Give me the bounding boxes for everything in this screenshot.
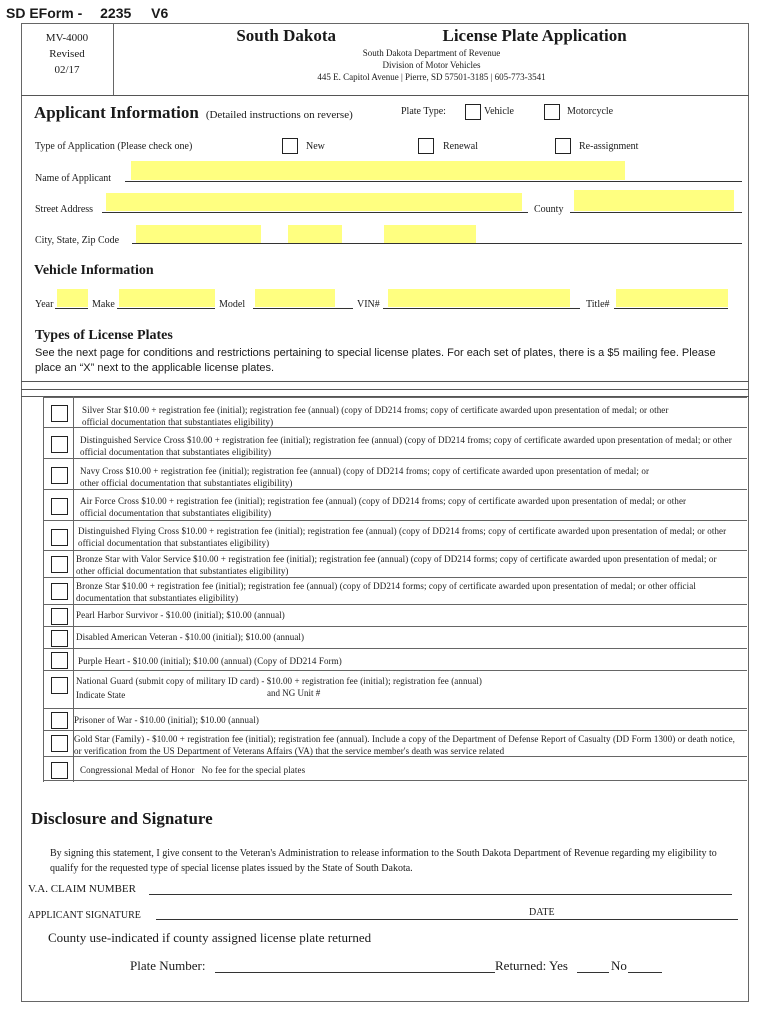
plate-row — [43, 730, 747, 756]
form-id-prefix: SD EForm - — [6, 5, 83, 21]
header-dept: South Dakota Department of Revenue — [362, 48, 501, 58]
applicant-heading: Applicant Information — [34, 103, 199, 122]
header — [114, 25, 749, 83]
renewal-label: Renewal — [443, 141, 478, 152]
title-label: Title# — [586, 299, 610, 310]
city-state-zip-label: City, State, Zip Code — [35, 235, 120, 246]
form-id — [6, 5, 168, 21]
vehicle-heading: Vehicle Information — [34, 263, 154, 278]
plate-number-field[interactable] — [215, 958, 495, 973]
returned-no-field[interactable] — [628, 958, 662, 973]
plate-row — [43, 458, 747, 488]
form-id-number: 2235 — [100, 5, 132, 21]
state-field[interactable] — [288, 225, 342, 243]
applicant-heading-row — [34, 103, 353, 123]
plate-item-bronze-star: Bronze Star $10.00 + registration fee (initial); registration fee (annual) (copy of DD214 forms; copy of certificate awarded upon presentation of medal; or other official documentation that substantiates eligibility) — [76, 581, 696, 603]
plate-checkbox-silver-star[interactable] — [51, 405, 68, 422]
plate-row — [43, 708, 747, 730]
plate-checkbox-gold-star[interactable] — [51, 735, 68, 752]
plate-row — [43, 489, 747, 519]
badge-code: MV-4000 — [45, 32, 89, 44]
plate-checkbox-pearl-harbor[interactable] — [51, 608, 68, 625]
applicant-signature-label: APPLICANT SIGNATURE — [28, 910, 141, 921]
plate-row — [43, 626, 747, 648]
plate-checkbox-disabled-veteran[interactable] — [51, 630, 68, 647]
plate-row — [43, 427, 747, 457]
plate-type-label: Plate Type: — [401, 106, 446, 117]
plates-rule-1 — [21, 381, 749, 382]
year-label: Year — [35, 299, 54, 310]
plate-checkbox-bronze-star[interactable] — [51, 583, 68, 600]
plate-row — [43, 604, 747, 626]
reassignment-label: Re-assignment — [579, 141, 639, 152]
zip-field[interactable] — [384, 225, 476, 243]
form-badge — [21, 23, 114, 95]
plate-item-silver-star: Silver Star $10.00 + registration fee (initial); registration fee (annual) (copy of DD214 froms; copy of certificate awarded upon presentation of medal; or other official documentation that substantiates eligibility) — [82, 405, 669, 427]
vehicle-checkbox[interactable] — [465, 104, 481, 120]
plate-checkbox-medal-of-honor[interactable] — [51, 762, 68, 779]
plate-item-navy-cross: Navy Cross $10.00 + registration fee (initial); registration fee (annual) (copy of DD214 froms; copy of certificate awarded upon presentation of medal; or other official documentation that substantiates eligibility) — [80, 466, 650, 488]
city-field[interactable] — [136, 225, 261, 243]
plate-item-distinguished-flying-cross: Distinguished Flying Cross $10.00 + registration fee (initial); registration fee (annual) (copy of DD214 froms; copy of certificate awarded upon presentation of medal; or other official documentation that substantiates eligibility) — [78, 526, 727, 548]
vin-field[interactable] — [388, 289, 570, 307]
plate-row — [43, 756, 747, 781]
county-use-note: County use-indicated if county assigned license plate returned — [48, 930, 372, 945]
badge-date: 02/17 — [54, 64, 80, 76]
returned-yes-label: Returned: Yes — [495, 958, 568, 973]
year-field[interactable] — [57, 289, 88, 307]
disclosure-heading: Disclosure and Signature — [31, 809, 213, 828]
header-title: License Plate Application — [442, 26, 627, 45]
badge-revised: Revised — [49, 48, 85, 60]
returned-no-label: No — [611, 958, 627, 973]
plate-row — [43, 550, 747, 577]
model-label: Model — [219, 299, 246, 310]
applicant-name-label: Name of Applicant — [35, 173, 112, 184]
plate-checkbox-navy-cross[interactable] — [51, 467, 68, 484]
header-divider — [21, 95, 749, 96]
plate-row — [43, 670, 747, 708]
plate-checkbox-distinguished-service-cross[interactable] — [51, 436, 68, 453]
new-checkbox[interactable] — [282, 138, 298, 154]
new-label: New — [306, 141, 325, 152]
title-field[interactable] — [616, 289, 728, 307]
county-label: County — [534, 204, 564, 215]
plates-rule-2 — [21, 389, 749, 390]
make-field[interactable] — [119, 289, 215, 307]
plate-item-air-force-cross: Air Force Cross $10.00 + registration fee (initial); registration fee (annual) (copy of DD214 froms; copy of certificate awarded upon presentation of medal; or other official documentation that substantiates eligibility) — [80, 496, 687, 518]
va-claim-field[interactable] — [149, 880, 732, 895]
plate-row — [43, 648, 747, 670]
plate-row — [43, 397, 747, 427]
plates-heading: Types of License Plates — [35, 328, 173, 343]
applicant-name-field[interactable] — [131, 161, 625, 180]
make-label: Make — [92, 299, 115, 310]
plate-item-prisoner-of-war: Prisoner of War - $10.00 (initial); $10.00 (annual) — [74, 715, 259, 725]
header-division: Division of Motor Vehicles — [382, 60, 481, 70]
street-address-field[interactable] — [106, 193, 522, 211]
plate-item-purple-heart: Purple Heart - $10.00 (initial); $10.00 (annual) (Copy of DD214 Form) — [78, 656, 342, 666]
plate-row — [43, 520, 747, 550]
header-state: South Dakota — [236, 26, 336, 45]
plate-checkbox-air-force-cross[interactable] — [51, 498, 68, 515]
date-label: DATE — [529, 907, 555, 918]
header-title-row — [114, 25, 749, 47]
returned-yes-field[interactable] — [577, 958, 609, 973]
plate-item-medal-of-honor: Congressional Medal of Honor No fee for the special plates — [80, 765, 306, 775]
plate-row — [43, 577, 747, 604]
plate-checkbox-purple-heart[interactable] — [51, 652, 68, 669]
model-field[interactable] — [255, 289, 335, 307]
plate-checkbox-distinguished-flying-cross[interactable] — [51, 529, 68, 546]
county-field[interactable] — [574, 190, 734, 211]
street-address-label: Street Address — [35, 204, 94, 215]
plate-item-national-guard: National Guard (submit copy of military ID card) - $10.00 + registration fee (initial); registration fee (annual) — [76, 676, 482, 686]
form-id-version: V6 — [151, 5, 169, 21]
disclosure-text: By signing this statement, I give consent to the Veteran's Administration to release information to the South Dakota Department of Revenue regarding my eligibility to qualify for the requested type of special license plates issued by the State of South Dakota. — [50, 848, 717, 874]
plate-item-disabled-veteran: Disabled American Veteran - $10.00 (initial); $10.00 (annual) — [76, 632, 305, 642]
plate-item-distinguished-service-cross: Distinguished Service Cross $10.00 + registration fee (initial); registration fee (annual) (copy of DD214 froms; copy of certificate awarded upon presentation of medal; or other official documentation that substantiates eligibility) — [80, 435, 732, 457]
ng-state-label: Indicate State — [76, 690, 126, 700]
va-claim-label: V.A. CLAIM NUMBER — [28, 883, 136, 895]
header-address: 445 E. Capitol Avenue | Pierre, SD 57501-3185 | 605-773-3541 — [317, 72, 546, 82]
motorcycle-label: Motorcycle — [567, 106, 614, 117]
plate-item-bronze-star-valor: Bronze Star with Valor Service $10.00 + registration fee (initial); registration fee (annual) (copy of DD214 forms; copy of certificate awarded upon presentation of medal; or other official documentation that substantiates eligibility) — [76, 554, 717, 576]
plate-item-gold-star: Gold Star (Family) - $10.00 + registration fee (initial); registration fee (annual). Include a copy of the Department of Defense Report of Casualty (DD Form 1300) or death notice, or verification from the US Department of Veterans Affairs (VA) that the service member's death was service related — [74, 734, 736, 756]
applicant-signature-field[interactable] — [156, 906, 738, 920]
applicant-subheading: (Detailed instructions on reverse) — [205, 109, 353, 121]
vehicle-label: Vehicle — [484, 106, 514, 117]
plate-number-label: Plate Number: — [130, 958, 206, 973]
reassignment-checkbox[interactable] — [555, 138, 571, 154]
plate-item-pearl-harbor: Pearl Harbor Survivor - $10.00 (initial); $10.00 (annual) — [76, 610, 285, 620]
vin-label: VIN# — [357, 299, 380, 310]
plates-intro: See the next page for conditions and restrictions pertaining to special license plates. For each set of plates, there is a $5 mailing fee. Please place an “X” next to the applicable license plates. — [35, 347, 716, 374]
plate-checkbox-bronze-star-valor[interactable] — [51, 556, 68, 573]
ng-unit-label: and NG Unit # — [267, 688, 321, 698]
plate-checkbox-national-guard[interactable] — [51, 677, 68, 694]
application-type-label: Type of Application (Please check one) — [35, 141, 193, 152]
plate-checkbox-prisoner-of-war[interactable] — [51, 712, 68, 729]
motorcycle-checkbox[interactable] — [544, 104, 560, 120]
renewal-checkbox[interactable] — [418, 138, 434, 154]
